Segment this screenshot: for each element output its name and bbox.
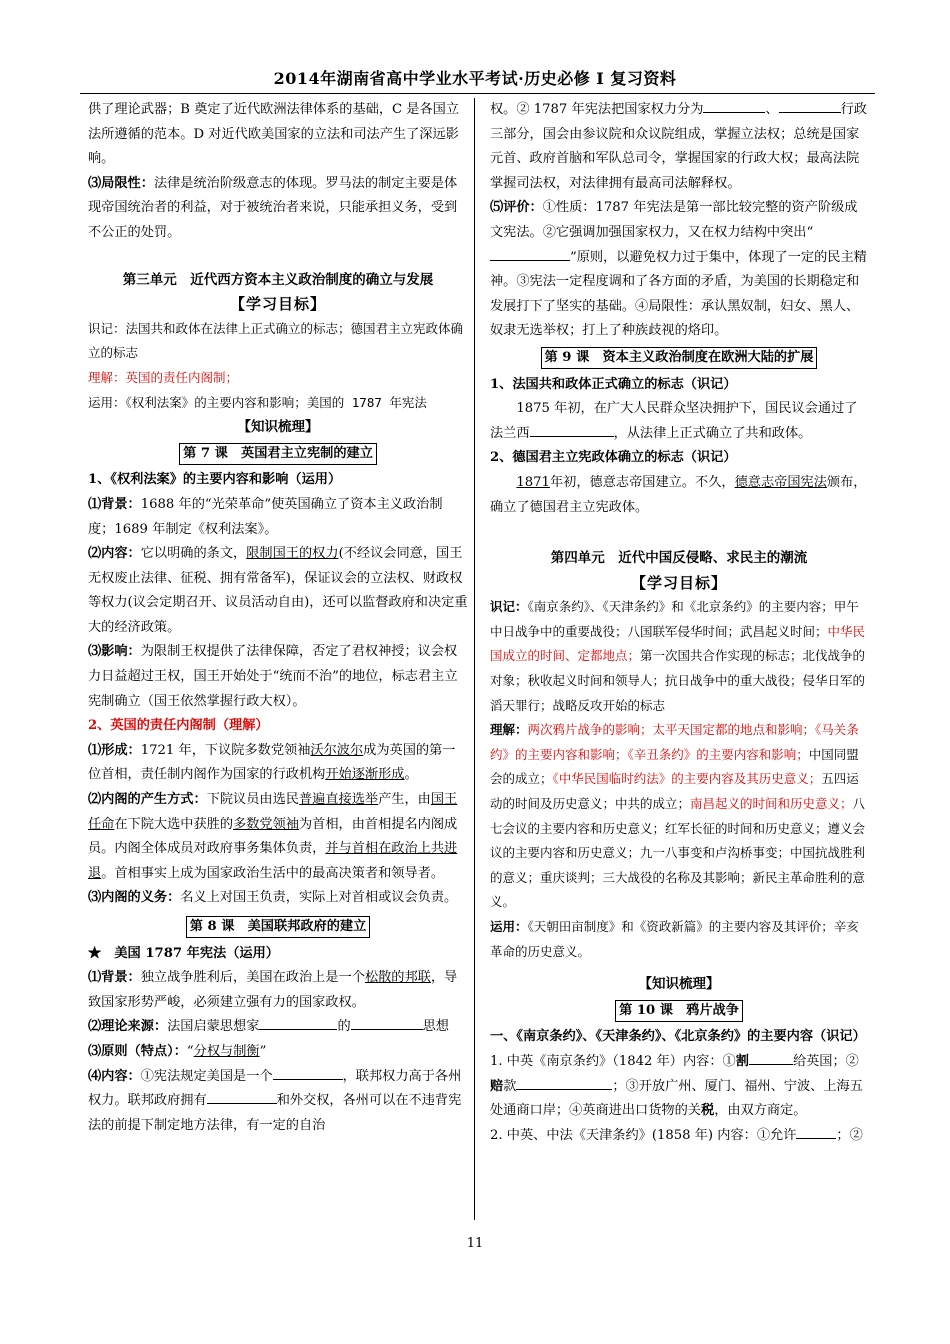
blank-power-2[interactable] [779, 98, 841, 113]
goal-understand: 理解：英国的责任内阁制； [88, 369, 239, 385]
l8-content [88, 1065, 468, 1139]
l8-ll-b: 的 [337, 1019, 351, 1035]
l9-germany [490, 471, 868, 520]
limitation-text: 法律是统治阶级意志的体现。罗马法的制定主要是体现帝国统治者的利益，对于被统治者来说，只能承担义务，受到不公正的处罚。 [88, 175, 458, 240]
limitation-paragraph [88, 172, 468, 246]
g-lijie-red2: 《中华民国临时约法》的主要内容及其历史意义； [552, 771, 822, 787]
l10-tianjin [490, 1124, 868, 1149]
l9-heading1: 1、法国共和政体正式确立的标志（识记） [490, 376, 737, 392]
l10-p1-pei: 赔 [490, 1078, 504, 1094]
l7-nr-underline: 限制国王的权力 [246, 546, 339, 562]
l7-yw-text: 名义上对国王负责，实际上对首相或议会负责。 [180, 890, 458, 906]
l7-nr-label: ⑵内容： [88, 546, 141, 562]
l7-yw-label: ⑶内阁的义务： [88, 890, 181, 906]
l8-theory [88, 1015, 468, 1040]
blank-allow[interactable] [796, 1124, 836, 1139]
l10-p2-b: ；② [836, 1127, 863, 1143]
l7-cs-e: 。首相事实上成为国家政治生活中的最高决策者和领导者。 [101, 865, 445, 881]
l7-cs-b: 产生，由 [378, 792, 431, 808]
r1-b: 、 [765, 102, 779, 117]
l7-cs-u3: 多数党领袖 [233, 816, 299, 832]
lesson10-title: 第 10 课 鸦片战争 [615, 1000, 743, 1022]
g-shiji-a: 《南京条约》、《天津条约》和《北京条约》的主要内容；甲午中日战争中的重要战役；八国联军侵华时间；武昌起义时间； [490, 599, 859, 639]
l7-yx-label: ⑶影响： [88, 644, 141, 660]
l7-bg-text: 1688 年的“光荣革命”使英国确立了资本主义政治制度；1689 年制定《权利法案》。 [88, 496, 443, 537]
l7-content [88, 542, 468, 640]
l7-cs-u2: 国王任命 [88, 792, 458, 832]
l10-p1-shui: 税 [701, 1103, 715, 1119]
l7-background [88, 493, 468, 542]
l8-yz-b: ” [259, 1043, 267, 1059]
learning-goals-title-2: 【学习目标】 [630, 573, 727, 592]
l8-heading: ★ 美国 1787 年宪法（运用） [88, 945, 279, 961]
lesson10-heading [490, 999, 868, 1024]
l9-heading2: 2、德国君主立宪政体确立的标志（识记） [490, 450, 737, 466]
l7-xc-a: 1721 年，下议院多数党领袖 [140, 742, 311, 758]
blank-state-form[interactable] [273, 1065, 343, 1080]
lesson8-title: 第 8 课 美国联邦政府的建立 [186, 916, 371, 938]
l10-p1-d: ；③开放广州、厦门、福州、宁波、上海五处通商口岸；④英商进出口货物的关 [490, 1078, 863, 1119]
blank-principle[interactable] [490, 246, 570, 261]
l8-nr-b: ，联邦权力高于各州权力。联邦政府拥有 [88, 1068, 462, 1109]
l7-xc-u1: 沃尔波尔 [310, 742, 364, 758]
blank-federal-power[interactable] [207, 1089, 277, 1104]
l7-nr-a: 它以明确的条文， [140, 546, 247, 562]
l9-p2-u1: 1871 [516, 474, 550, 490]
l10-p1-e: ，由双方商定。 [714, 1103, 807, 1119]
blank-constitution-law[interactable] [530, 422, 614, 437]
g-yunyong-text: 《天朝田亩制度》和《资政新篇》的主要内容及其评价；辛亥革命的历史意义。 [490, 919, 859, 959]
lesson9-title: 第 9 课 资本主义政治制度在欧洲大陆的扩展 [541, 347, 818, 369]
l9-p2-b: 颁布，确立了德国君主立宪政体。 [490, 474, 867, 515]
limitation-label: ⑶局限性： [88, 175, 154, 191]
l9-p1-a: 1875 年初，在广大人民群众坚决拥护下，国民议会通过了法兰西 [490, 401, 858, 441]
g-shiji-b: 第一次国共合作实现的标志；北伐战争的对象；秋收起义时间和领导人；抗日战争中的重大战役；侵华日军的滔天罪行；战略反攻开始的标志 [490, 648, 866, 713]
g-lijie-red1: 两次鸦片战争的影响；太平天国定都的地点和影响；《马关条约》的主要内容和影响；《辛丑条约》的主要内容和影响； [490, 722, 859, 762]
intro-paragraph: 供了理论武器；B 奠定了近代欧洲法律体系的基础，C 是各国立法所遵循的范本。D 对近代欧美国家的立法和司法产生了深远影响。 [88, 102, 460, 167]
r-power-division [490, 98, 868, 196]
l7-xc-label: ⑴形成： [88, 742, 141, 758]
g-lijie-c: 八七会议的主要内容和历史意义；红军长征的时间和历史意义；遵义会议的主要内容和历史意义；九一八事变和卢沟桥事变；中国抗战胜利的意义；重庆谈判；三大战役的名称及其影响；新民主革命胜利的意义。 [490, 796, 866, 910]
goal-memorize: 识记：法国共和政体在法律上正式确立的标志；德国君主立宪政体确立的标志 [88, 320, 464, 361]
goal4-apply [490, 915, 868, 964]
l8-yz-u: 分权与制衡 [193, 1043, 260, 1059]
l7-formation [88, 739, 468, 788]
l8-background [88, 966, 468, 1015]
l8-nr-label: ⑷内容： [88, 1068, 141, 1084]
g-lijie-label: 理解： [490, 722, 528, 738]
l7-cs-a: 下院议员由选民 [206, 792, 299, 808]
g-lijie-b: 五四运动的时间及历史意义；中共的成立； [490, 771, 859, 812]
l8-nr-c: 和外交权，各州可以在不违背宪法的前提下制定地方法律，有一定的自治 [88, 1093, 462, 1133]
l7-cabinet-duty [88, 886, 468, 911]
l8-bg-a: 独立战争胜利后，美国在政治上是一个 [140, 970, 365, 986]
g-shiji-label: 识记： [490, 599, 528, 615]
unit4-title: 第四单元 近代中国反侵略、求民主的潮流 [550, 550, 808, 567]
l7-heading2: 2、英国的责任内阁制（理解） [88, 718, 269, 734]
r1-c: 行政三部分，国会由参议院和众议院组成，掌握立法权；总统是国家元首、政府首脑和军队总司令，掌握国家的行政大权；最高法院掌握司法权，对法律拥有最高司法解释权。 [490, 102, 867, 191]
unit3-title: 第三单元 近代西方资本主义政治制度的确立与发展 [122, 271, 434, 288]
left-column [88, 98, 468, 1138]
knowledge-title-2: 【知识梳理】 [638, 976, 720, 993]
g-lijie-red3: 南昌起义的时间和历史意义； [690, 796, 853, 812]
right-column [490, 98, 868, 1148]
l7-cs-d: 为首相，由首相提名内阁成员。内阁全体成员对政府事务集体负责， [88, 816, 458, 857]
l7-cs-c: 在下院大选中获胜的 [114, 816, 234, 832]
l7-cs-label: ⑵内阁的产生方式： [88, 792, 207, 808]
l7-xc-b: 成为英国的第一位首相，责任制内阁作为国家的行政机构 [88, 742, 456, 783]
l9-p2-a: 年初，德意志帝国建立。不久， [549, 474, 735, 490]
page-number: 11 [466, 1236, 484, 1251]
g-lijie-a: 中国同盟会的成立； [490, 746, 859, 787]
l7-xc-u2: 开始逐渐形成 [325, 767, 405, 783]
lesson7-heading [88, 442, 468, 467]
l9-france [490, 397, 868, 446]
l10-nanjing [490, 1050, 868, 1124]
l8-nr-a: ①宪法规定美国是一个 [140, 1068, 273, 1084]
l8-ll-c: 思想 [422, 1019, 449, 1035]
r-pj-a: ①性质：1787 年宪法是第一部比较完整的资产阶级成文宪法。②它强调加强国家权力，又在权力结构中突出“ [490, 200, 858, 240]
blank-thinker[interactable] [259, 1015, 337, 1030]
l7-cs-u4: 并与首相在政治上共进退 [88, 841, 458, 881]
l7-xc-c: 。 [404, 767, 418, 783]
l7-heading1: 1、《权利法案》的主要内容和影响（运用） [88, 472, 342, 488]
r-evaluation [490, 196, 868, 344]
l9-p2-u2: 德意志帝国宪法 [734, 474, 827, 490]
l10-p1-b: 给英国；② [792, 1053, 859, 1069]
l8-principle [88, 1040, 468, 1065]
lesson7-title: 第 7 课 英国君主立宪制的建立 [179, 443, 377, 465]
l7-nr-b: (不经议会同意，国王无权废止法律、征税、拥有常备军)，保证议会的立法权、财政权等权力(议会定期召开、议员活动自由)，还可以监督政府和决定重大的经济政策。 [88, 546, 468, 635]
learning-goals-title: 【学习目标】 [229, 295, 326, 314]
blank-theory[interactable] [351, 1015, 423, 1030]
l7-yx-text: 为限制王权提供了法律保障，否定了君权神授；议会权力日益超过王权，国王开始处于“统而不治”的地位，标志君主立宪制确立（国王依然掌握行政大权）。 [88, 644, 458, 709]
column-divider [474, 98, 475, 1220]
goal4-understand [490, 718, 868, 915]
blank-indemnity[interactable] [516, 1075, 612, 1090]
g-yunyong-label: 运用： [490, 919, 528, 934]
lesson8-heading [88, 915, 468, 940]
l10-p1-c: 款 [503, 1078, 517, 1094]
l7-cs-u1: 普遍直接选举 [299, 792, 379, 808]
blank-ceded[interactable] [749, 1050, 793, 1065]
blank-power-1[interactable] [703, 98, 765, 113]
l10-p1-a: 1. 中英《南京条约》（1842 年）内容：① [490, 1053, 736, 1069]
l7-bg-label: ⑴背景： [88, 496, 141, 512]
g-shiji-red: 中华民国成立的时间、定都地点； [490, 623, 866, 664]
l10-p2-a: 2. 中英、中法《天津条约》(1858 年) 内容：①允许 [490, 1127, 797, 1143]
header-rule [80, 93, 875, 94]
l8-bg-u: 松散的邦联 [364, 970, 431, 986]
l8-ll-label: ⑵理论来源： [88, 1019, 168, 1035]
lesson9-heading [490, 346, 868, 371]
l8-bg-b: ，导致国家形势严峻，必须建立强有力的国家政权。 [88, 970, 458, 1010]
r1-a: 权。② 1787 年宪法把国家权力分为 [490, 102, 704, 117]
l7-influence [88, 640, 468, 714]
r-pj-label: ⑸评价： [490, 200, 543, 216]
l8-yz-a: “ [186, 1043, 194, 1059]
l8-bg-label: ⑴背景： [88, 970, 141, 986]
l10-heading: 一、《南京条约》、《天津条约》、《北京条约》的主要内容（识记） [490, 1029, 866, 1045]
l8-yz-label: ⑶原则（特点）： [88, 1043, 187, 1059]
l10-p1-ge: 割 [735, 1053, 749, 1069]
l8-ll-a: 法国启蒙思想家 [167, 1019, 260, 1035]
l7-cabinet-origin [88, 788, 468, 886]
r-pj-b: ”原则，以避免权力过于集中，体现了一定的民主精神。③宪法一定程度调和了各方面的矛盾，为美国的长期稳定和发展打下了坚实的基础。④局限性：承认黑奴制，妇女、黑人、奴隶无选举权；打上了种族歧视的烙印。 [490, 249, 867, 339]
l9-p1-b: ，从法律上正式确立了共和政体。 [613, 425, 812, 441]
goal-apply: 运用：《权利法案》的主要内容和影响；美国的 1787 年宪法 [88, 394, 427, 410]
knowledge-title: 【知识梳理】 [237, 419, 319, 436]
goal4-memorize [490, 595, 868, 718]
page-title: 2014年湖南省高中学业水平考试·历史必修 I 复习资料 [273, 69, 677, 88]
